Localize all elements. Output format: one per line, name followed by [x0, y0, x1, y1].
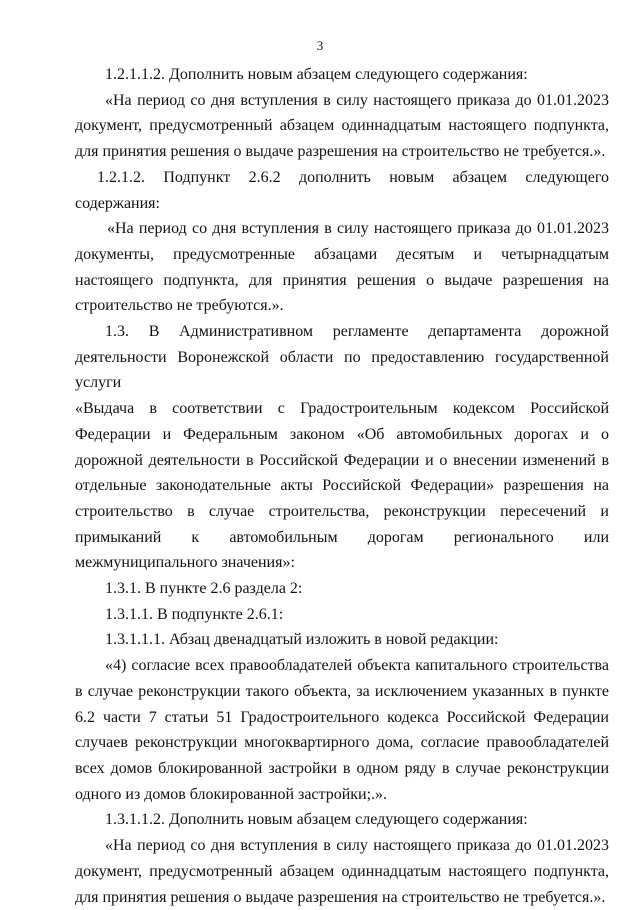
paragraph-1-3-1-1: 1.3.1.1. В подпункте 2.6.1:: [105, 605, 284, 623]
paragraph-1-3-first-line: [75, 319, 609, 345]
section-1-3-word: 1.3.: [105, 323, 129, 341]
section-1-3-word: дорожной: [541, 323, 609, 341]
paragraph-1-2-1-2: 1.2.1.2. Подпункт 2.6.2 дополнить новым абзацем следующего содержания:: [75, 168, 609, 212]
paragraph-1-3-1-1-1: 1.3.1.1.1. Абзац двенадцатый изложить в новой редакции:: [105, 631, 499, 649]
paragraph-1-3-1: 1.3.1. В пункте 2.6 раздела 2:: [105, 580, 303, 598]
paragraph-quote-1: «На период со дня вступления в силу настоящего приказа до 01.01.2023 документ, предусмотренный абзацем одиннадцатым настоящего подпункта, для принятия решения о выдаче разрешения на строительство не требуется.».: [75, 91, 609, 161]
section-1-3-word: департамента: [428, 323, 522, 341]
section-1-3-word: Административном: [179, 323, 314, 341]
paragraph-1-3-continuation: деятельности Воронежской области по предоставлению государственной услуги: [75, 348, 609, 392]
paragraph-quote-3: «4) согласие всех правообладателей объекта капитального строительства в случае реконструкции такого объекта, за исключением указанных в пункте 6.2 части 7 статьи 51 Градостроительного кодекса Российской Федерации случаев реконструкции многоквартирного дома, согласие правообладателей всех домов блокированной застройки в одном ряду в случае реконструкции одного из домов блокированной застройки;.».: [75, 657, 609, 803]
paragraph-1-2-1-1-2: 1.2.1.1.2. Дополнить новым абзацем следующего содержания:: [105, 66, 528, 83]
document-body: [75, 62, 609, 910]
paragraph-quote-2: «На период со дня вступления в силу настоящего приказа до 01.01.2023 документы, предусмотренные абзацами десятым и четырнадцатым настоящего подпункта, для принятия решения о выдаче разрешения на строительство не требуются.».: [75, 220, 609, 315]
paragraph-quote-4: «На период со дня вступления в силу настоящего приказа до 01.01.2023 документ, предусмотренный абзацем одиннадцатым настоящего подпункта, для принятия решения о выдаче разрешения на строительство не требуется.».: [75, 837, 609, 906]
section-1-3-word: регламенте: [332, 323, 409, 341]
page-number: 3: [316, 38, 324, 53]
section-1-3-word: В: [148, 323, 160, 341]
paragraph-1-3-service-title: «Выдача в соответствии с Градостроительным кодексом Российской Федерации и Федеральным законом «Об автомобильных дорогах и о дорожной деятельности в Российской Федерации и о внесении изменений в отдельные законодательные акты Российской Федерации» разрешения на строительство в случае строительства, реконструкции пересечений и примыканий к автомобильным дорогам регионального или межмуниципального значения»:: [75, 400, 609, 572]
paragraph-1-3-1-1-2: 1.3.1.1.2. Дополнить новым абзацем следующего содержания:: [105, 811, 528, 829]
